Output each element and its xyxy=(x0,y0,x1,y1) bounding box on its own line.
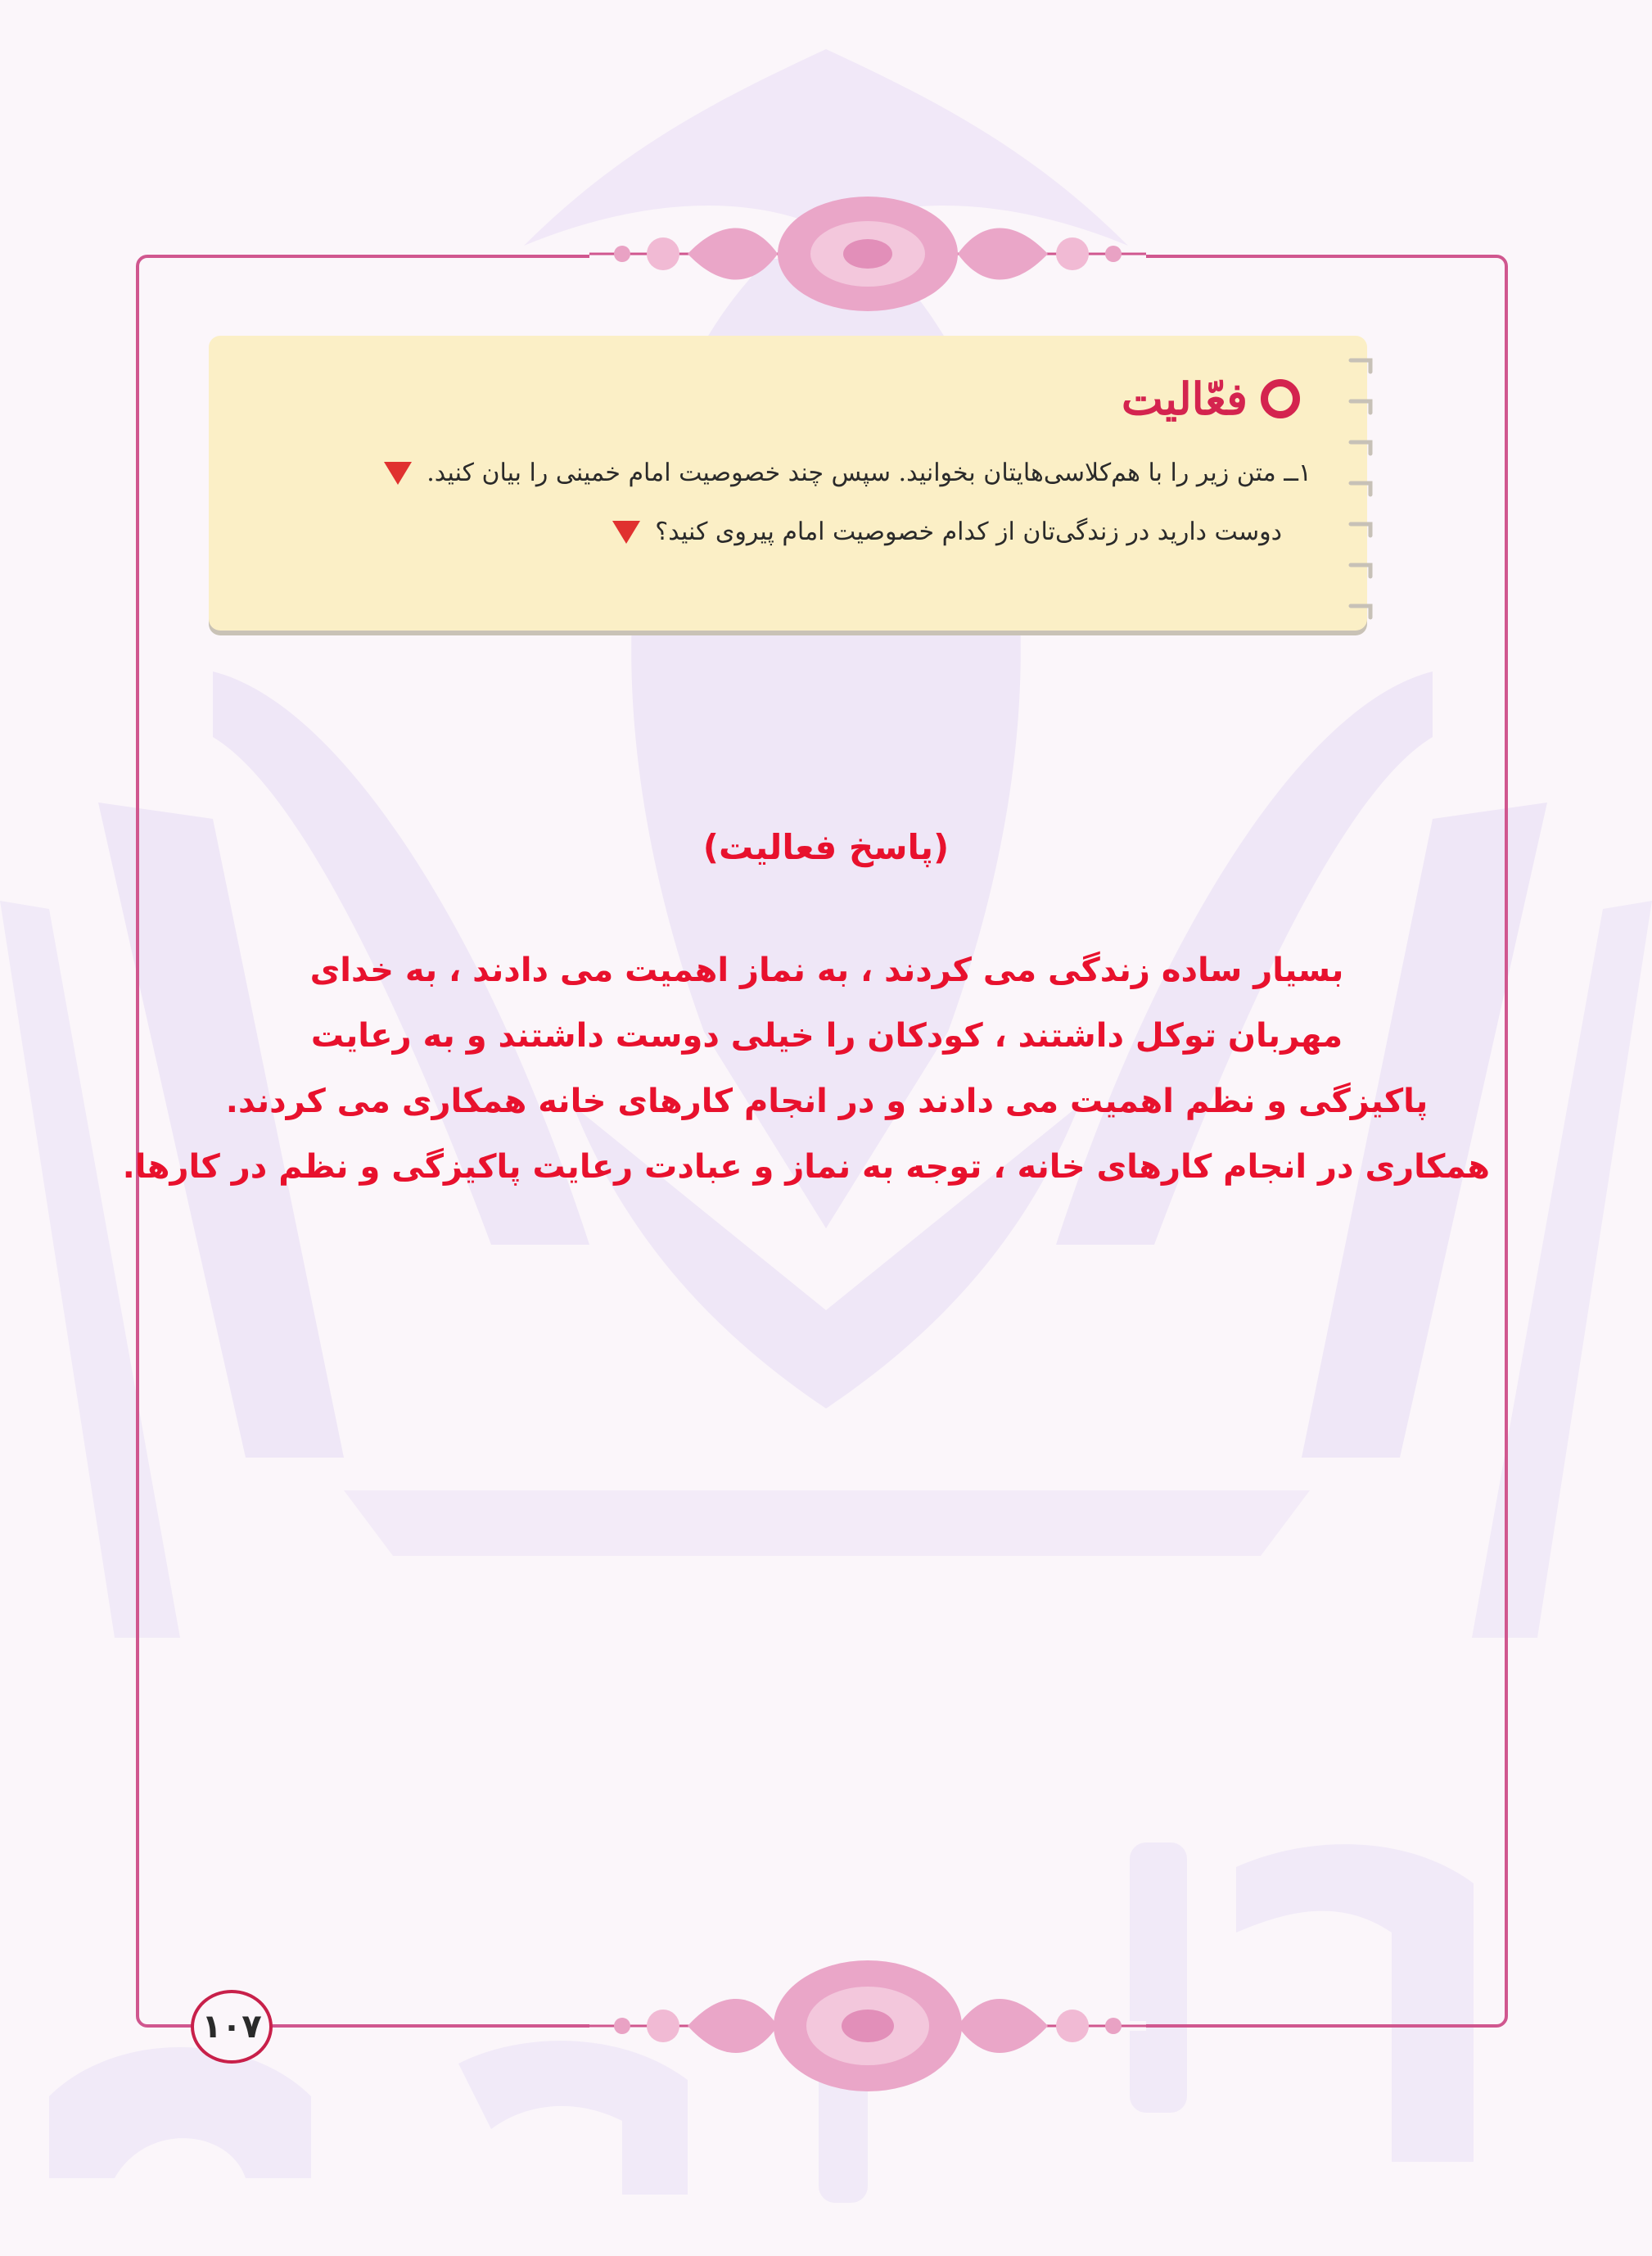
question-2-text: دوست دارید در زندگی‌تان از کدام خصوصیت امام پیروی کنید؟ xyxy=(655,518,1282,546)
answer-heading: (پاسخ فعالیت) xyxy=(702,827,950,867)
page-number: ۱۰۷ xyxy=(191,1990,273,2064)
bottom-ornament-icon xyxy=(589,1949,1146,2105)
ring-bullet-icon xyxy=(1261,379,1300,418)
answer-line: مهربان توکل داشتند ، کودکان را خیلی دوست داشتند و به رعایت xyxy=(310,1017,1343,1055)
activity-question-1 xyxy=(384,459,1311,487)
answer-line: همکاری در انجام کارهای خانه ، توجه به نماز و عبادت رعایت پاکیزگی و نظم در کارها. xyxy=(122,1148,1490,1186)
triangle-marker-icon xyxy=(612,521,640,544)
activity-title xyxy=(1122,373,1300,425)
activity-question-2 xyxy=(612,518,1282,546)
triangle-marker-icon xyxy=(384,462,412,485)
spiral-binding-icon xyxy=(1343,344,1383,639)
top-ornament-icon xyxy=(589,179,1146,326)
answer-line: پاکیزگی و نظم اهمیت می دادند و در انجام کارهای خانه همکاری می کردند. xyxy=(225,1083,1429,1120)
activity-title-text: فعّالیت xyxy=(1121,373,1248,425)
question-1-text: ۱ــ متن زیر را با هم‌کلاسی‌هایتان بخوانید. سپس چند خصوصیت امام خمینی را بیان کنید. xyxy=(427,459,1311,487)
answer-line: بسیار ساده زندگی می کردند ، به نماز اهمیت می دادند ، به خدای xyxy=(309,952,1344,989)
answer-body xyxy=(122,938,1490,1200)
